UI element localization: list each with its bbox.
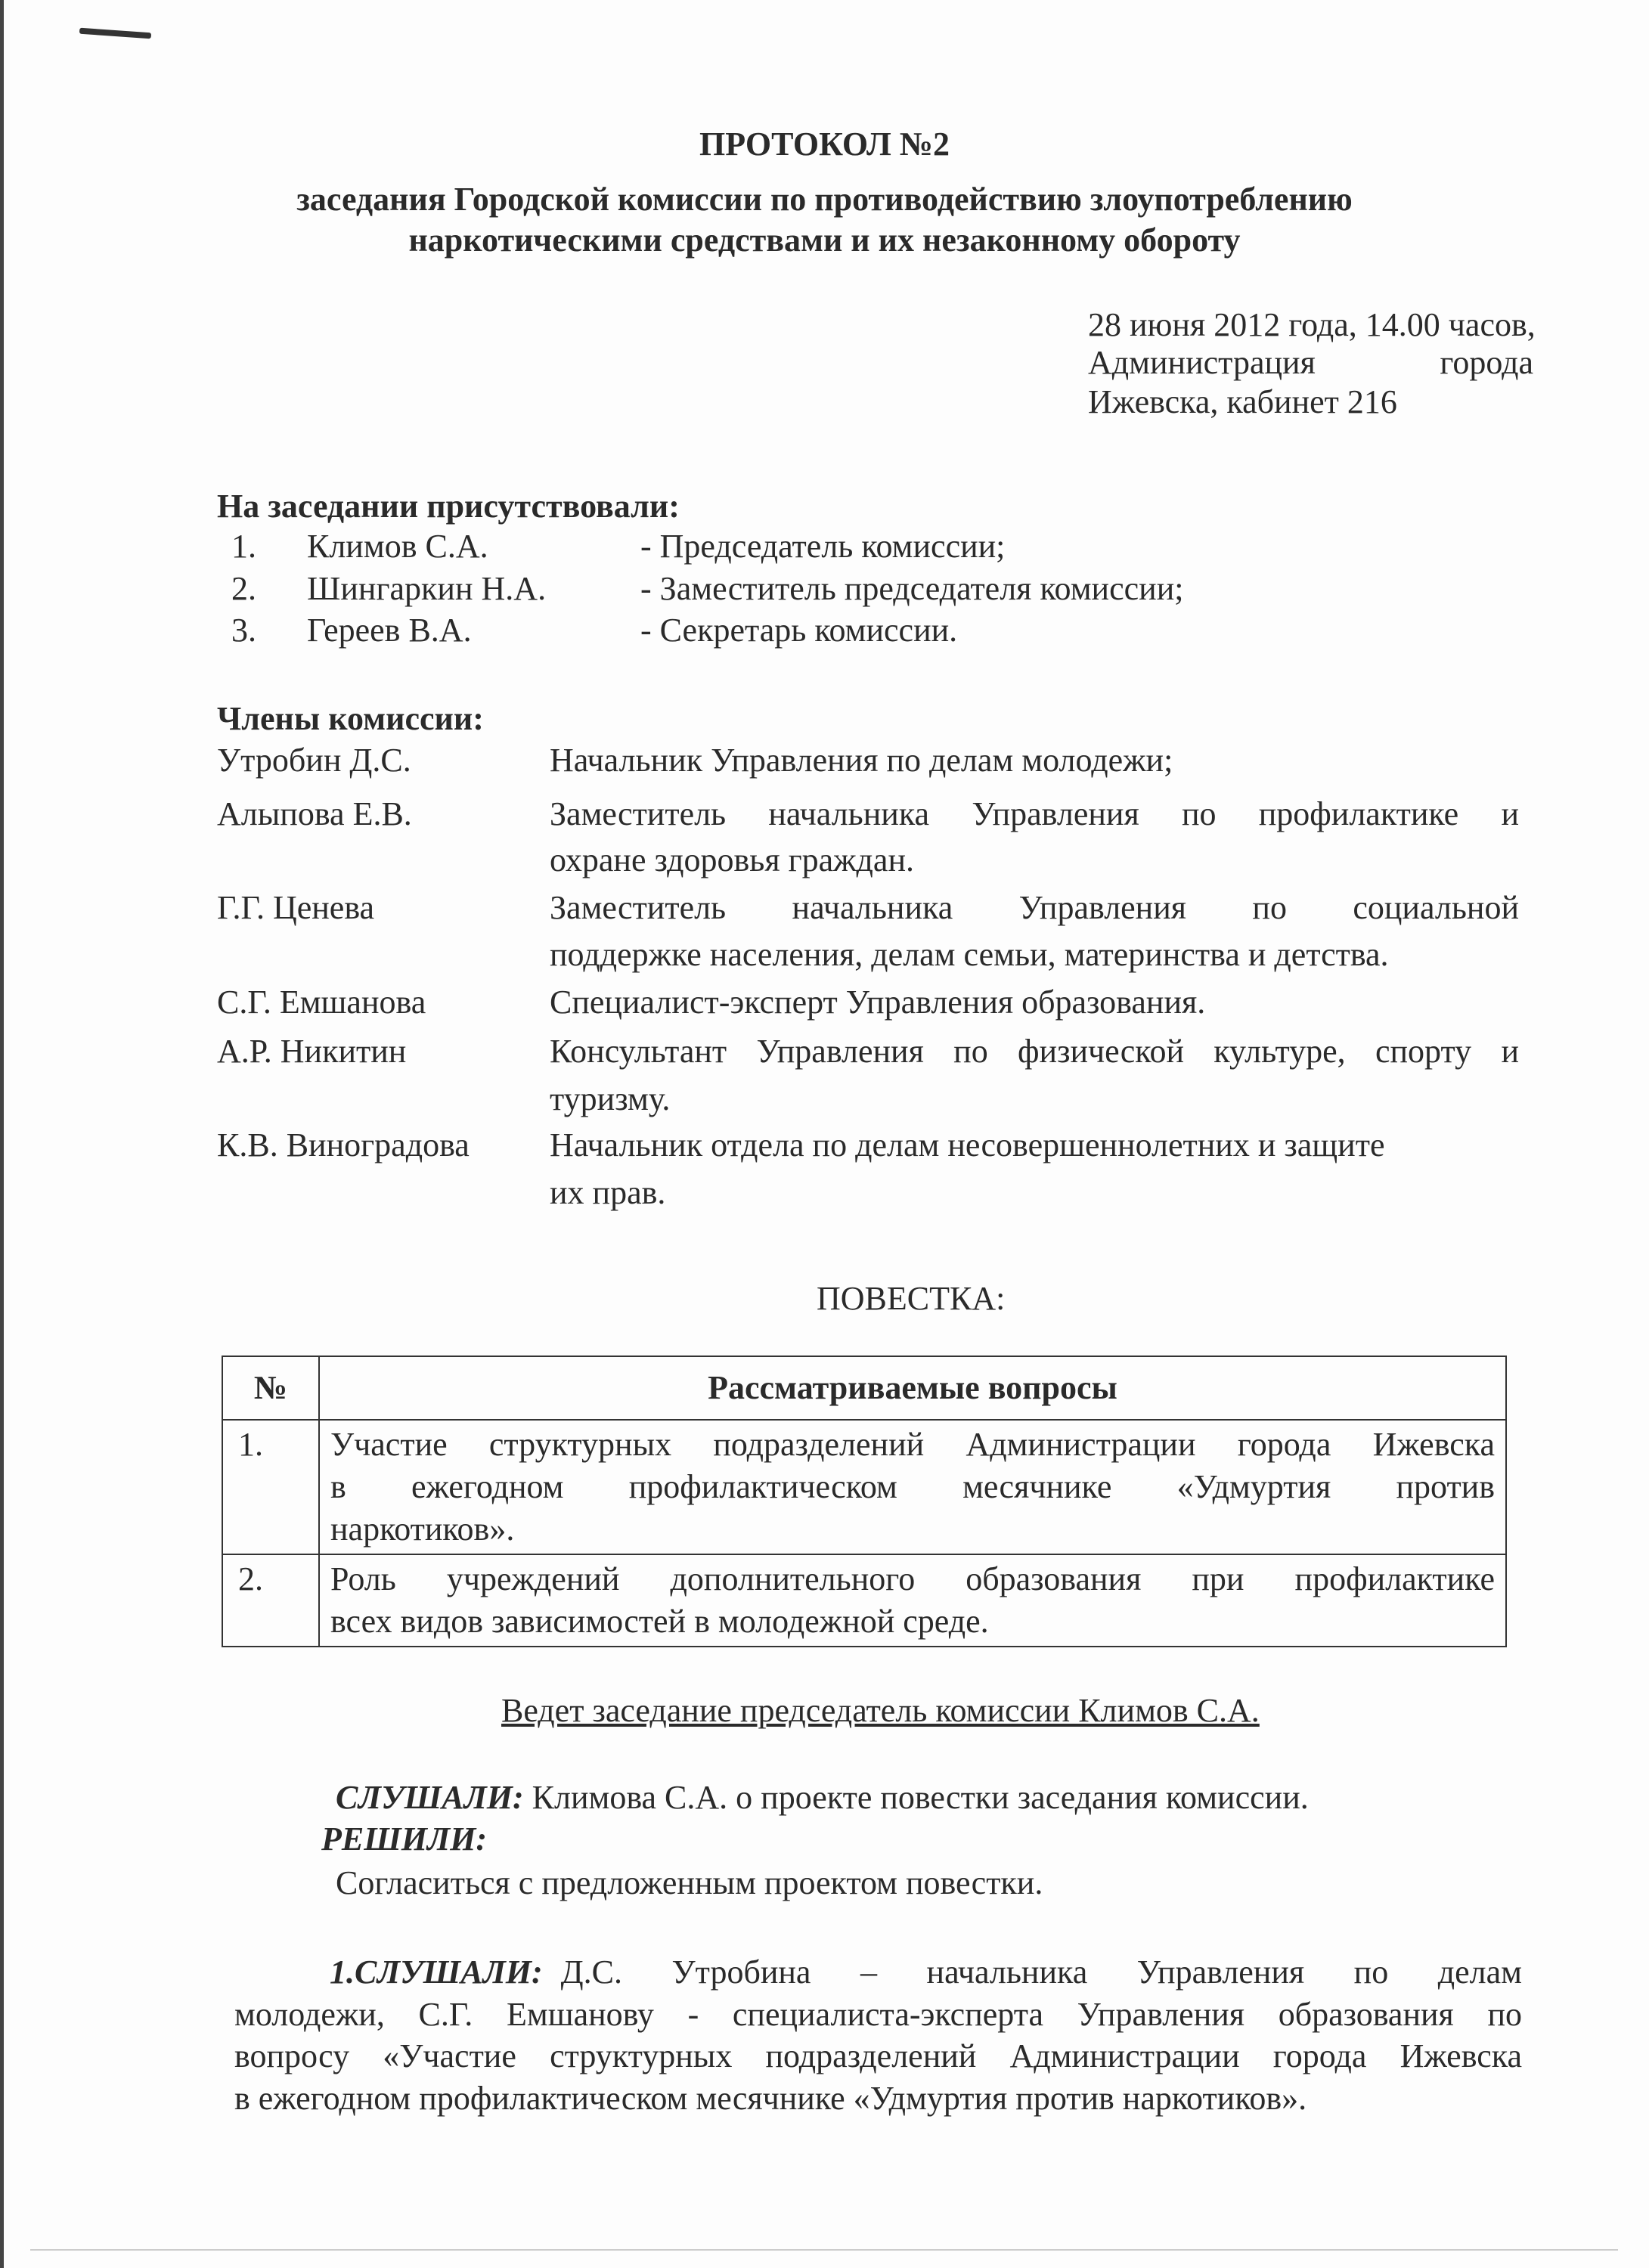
item1-line: молодежи, С.Г. Емшанову - специалиста-эксперта Управления образования по xyxy=(234,1996,1522,2033)
member-name: Алыпова Е.В. xyxy=(217,795,412,832)
agenda-row-num: 2. xyxy=(222,1554,319,1647)
agenda-row-line: Роль учреждений дополнительного образования при профилактике xyxy=(330,1560,1495,1597)
present-role: - Секретарь комиссии. xyxy=(640,612,958,649)
agenda-col-num: № xyxy=(222,1356,319,1420)
scan-bottom-line xyxy=(30,2249,1618,2251)
agenda-row-line: наркотиков». xyxy=(330,1510,515,1548)
member-name: С.Г. Емшанова xyxy=(217,984,426,1021)
present-name: Гереев В.А. xyxy=(307,612,472,649)
agenda-row-line: Участие структурных подразделений Администрации города Ижевска xyxy=(330,1426,1495,1463)
present-role: - Заместитель председателя комиссии; xyxy=(640,570,1184,607)
agenda-heading: ПОВЕСТКА: xyxy=(817,1280,1006,1317)
present-num: 2. xyxy=(231,570,256,607)
present-heading: На заседании присутствовали: xyxy=(217,488,680,525)
members-heading: Члены комиссии: xyxy=(217,700,484,737)
agenda-table xyxy=(222,1356,1507,1647)
member-role: Начальник отдела по делам несовершеннолетних и защите xyxy=(550,1126,1385,1163)
agenda-col-questions: Рассматриваемые вопросы xyxy=(319,1356,1506,1420)
item1-heard-label: 1.СЛУШАЛИ: xyxy=(330,1954,543,1991)
member-name: К.В. Виноградова xyxy=(217,1126,470,1163)
member-role-cont: их прав. xyxy=(550,1174,666,1211)
present-num: 3. xyxy=(231,612,256,649)
member-role-cont: охране здоровья граждан. xyxy=(550,841,915,878)
member-role-cont: поддержке населения, делам семьи, материнства и детства. xyxy=(550,936,1389,973)
scan-edge xyxy=(0,0,4,2268)
agenda-row-line: в ежегодном профилактическом месячнике «Удмуртия против xyxy=(330,1468,1495,1505)
agenda-row-text xyxy=(319,1420,1506,1554)
doc-title: ПРОТОКОЛ №2 xyxy=(699,125,950,163)
heard-label: СЛУШАЛИ: xyxy=(336,1779,524,1816)
present-name: Климов С.А. xyxy=(307,528,488,565)
member-role: Начальник Управления по делам молодежи; xyxy=(550,742,1173,779)
item1-line: вопросу «Участие структурных подразделений Администрации города Ижевска xyxy=(234,2037,1522,2074)
meeting-date: 28 июня 2012 года, 14.00 часов, xyxy=(1088,306,1536,343)
member-name: Г.Г. Ценева xyxy=(217,889,375,926)
doc-subtitle-line-2: наркотическими средствами и их незаконному обороту xyxy=(408,222,1241,259)
decided-label: РЕШИЛИ: xyxy=(321,1820,488,1857)
pen-mark xyxy=(79,28,151,39)
meeting-place-right: города xyxy=(1440,344,1533,381)
member-role: Консультант Управления по физической культуре, спорту и xyxy=(550,1033,1519,1070)
member-role: Заместитель начальника Управления по профилактике и xyxy=(550,795,1519,832)
item1-first-line xyxy=(330,1951,1522,1994)
heard-text: Климова С.А. о проекте повестки заседания комиссии. xyxy=(523,1779,1309,1816)
member-role: Заместитель начальника Управления по социальной xyxy=(550,889,1519,926)
agenda-row-line: всех видов зависимостей в молодежной среде. xyxy=(330,1603,989,1640)
chair-line: Ведет заседание председатель комиссии Климов С.А. xyxy=(501,1692,1260,1729)
agenda-heard xyxy=(336,1777,1309,1819)
item1-first-line-text: Д.С. Утробина – начальника Управления по делам xyxy=(560,1954,1522,1991)
present-role: - Председатель комиссии; xyxy=(640,528,1006,565)
member-role-cont: туризму. xyxy=(550,1080,671,1117)
item1-line: в ежегодном профилактическом месячнике «Удмуртия против наркотиков». xyxy=(234,2080,1307,2117)
present-name: Шингаркин Н.А. xyxy=(307,570,547,607)
agenda-row-text xyxy=(319,1554,1506,1647)
member-name: Утробин Д.С. xyxy=(217,742,411,779)
agenda-row xyxy=(222,1554,1506,1647)
agenda-header-row xyxy=(222,1356,1506,1420)
agenda-row-num: 1. xyxy=(222,1420,319,1554)
present-num: 1. xyxy=(231,528,256,565)
meeting-room: Ижевска, кабинет 216 xyxy=(1088,383,1397,420)
meeting-place-left: Администрация xyxy=(1088,344,1316,381)
decided-text: Согласиться с предложенным проектом повестки. xyxy=(336,1864,1043,1901)
member-role: Специалист-эксперт Управления образования. xyxy=(550,984,1206,1021)
member-name: А.Р. Никитин xyxy=(217,1033,407,1070)
doc-subtitle-line-1: заседания Городской комиссии по противодействию злоупотреблению xyxy=(296,181,1353,218)
agenda-row xyxy=(222,1420,1506,1554)
